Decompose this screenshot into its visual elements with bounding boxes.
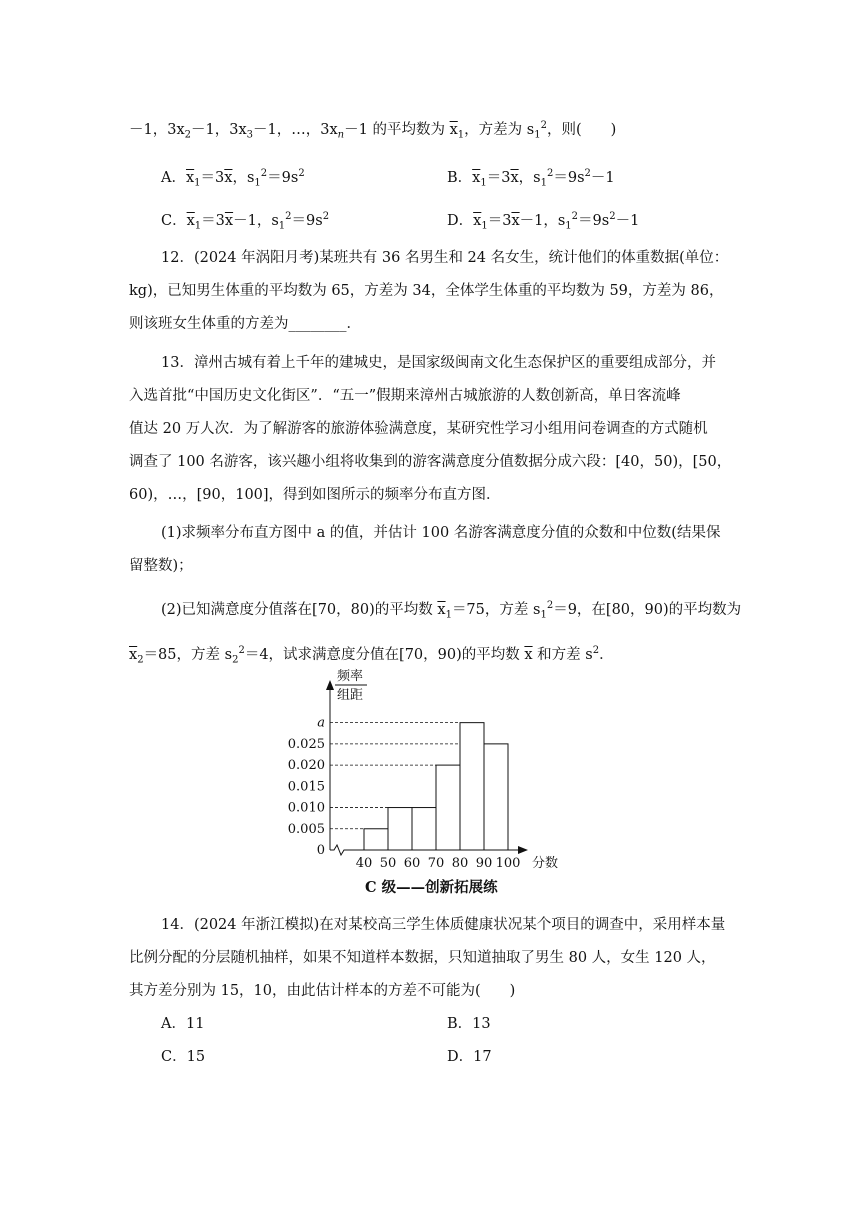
frequency-histogram: [284, 668, 584, 873]
q11-option-a: A．$\overline{x}_1=3\overline{x}$，$s_1^2=9s^2$: [161, 168, 305, 189]
q14-option-d: D．17: [447, 1049, 492, 1065]
q11-option-b: B．$\overline{x}_1=3\overline{x}$，$s_1^2=9s^2-1$: [447, 168, 615, 189]
q14-line-2: 比例分配的分层随机抽样，如果不知道样本数据，只知道抽取了男生 80 人，女生 120 人，: [129, 950, 716, 966]
x-axis-label: 分数: [532, 856, 559, 871]
y-tick-label: 0.025: [287, 736, 325, 752]
q13-line-2: 入选首批“中国历史文化街区”．“五一”假期来漳州古城旅游的人数创新高，单日客流峰: [129, 388, 681, 404]
y-tick-label: 0.005: [287, 821, 325, 837]
x-tick-label: 40: [355, 856, 373, 871]
section-c-heading: C 级——创新拓展练: [365, 879, 498, 896]
q14-line-1: 14．(2024 年浙江模拟)在对某校高三学生体质健康状况某个项目的调查中，采用样本量: [161, 917, 726, 933]
x-tick-label: 50: [379, 856, 397, 871]
histogram-bar: [412, 808, 436, 850]
y-tick-label: a: [317, 715, 325, 731]
q11-option-c: C．$\overline{x}_1=3\overline{x}-1$，$s_1^2=9s^2$: [161, 211, 330, 232]
y-axis-arrow: [326, 680, 334, 690]
q14-option-c: C．15: [161, 1049, 206, 1065]
x-tick-label: 80: [451, 856, 469, 871]
y-tick-label: 0.015: [287, 779, 325, 795]
histogram-bar: [436, 765, 460, 850]
q13-line-4: 调查了 100 名游客，该兴趣小组将收集到的游客满意度分值数据分成六段：[40，50)，[50，: [129, 454, 732, 470]
x-tick-label: 70: [427, 856, 445, 871]
q12-line-3: 则该班女生体重的方差为________．: [129, 316, 361, 332]
x-tick-label: 60: [403, 856, 421, 871]
y-label-top: 频率: [337, 669, 364, 684]
q13-part1-line-2: 留整数)；: [129, 558, 193, 574]
q12-line-2: kg)，已知男生体重的平均数为 65，方差为 34，全体学生体重的平均数为 59，方差为 86，: [129, 283, 724, 299]
q14-option-a: A．11: [161, 1016, 205, 1032]
q13-line-1: 13．漳州古城有着上千年的建城史，是国家级闽南文化生态保护区的重要组成部分，并: [161, 355, 716, 371]
q14-line-3: 其方差分别为 15，10，由此估计样本的方差不可能为( ): [129, 983, 516, 999]
y-tick-label: 0: [316, 843, 325, 858]
q13-part1-line-1: (1)求频率分布直方图中 a 的值，并估计 100 名游客满意度分值的众数和中位数(结果保: [161, 525, 721, 541]
y-tick-label: 0.020: [287, 758, 325, 774]
y-tick-label: 0.010: [287, 800, 325, 816]
q13-line-3: 值达 20 万人次．为了解游客的旅游体验满意度，某研究性学习小组用问卷调查的方式随机: [129, 421, 708, 437]
histogram-bar: [388, 808, 412, 850]
histogram-bar: [364, 829, 388, 850]
q13-part2-line-2: $\overline{x}_2=85$，方差 $s_2^2=4$，试求满意度分值在[70，90)的平均数 $\overline{x}$ 和方差 $s^2$．: [129, 645, 614, 666]
x-axis-arrow: [518, 846, 528, 854]
q11-option-d: D．$\overline{x}_1=3\overline{x}-1$，$s_1^2=9s^2-1$: [447, 211, 640, 232]
x-tick-label: 100: [495, 856, 521, 871]
q13-line-5: 60)，…，[90，100]，得到如图所示的频率分布直方图．: [129, 487, 501, 503]
histogram-bar: [460, 723, 484, 850]
q14-option-b: B．13: [447, 1016, 491, 1032]
histogram-bar: [484, 744, 508, 850]
q11-stem-tail: －1，$3x_2-1$，$3x_3-1$，…，$3x_n-1$ 的平均数为 $\overline{x}_1$，方差为 $s_1^2$，则( ): [129, 120, 617, 141]
y-label-bottom: 组距: [337, 688, 364, 703]
x-tick-label: 90: [475, 856, 493, 871]
q12-line-1: 12．(2024 年涡阳月考)某班共有 36 名男生和 24 名女生，统计他们的体重数据(单位：: [161, 250, 729, 266]
q13-part2-line-1: (2)已知满意度分值落在[70，80)的平均数 $\overline{x}_1=75$，方差 $s_1^2=9$，在[80，90)的平均数为: [161, 600, 742, 621]
